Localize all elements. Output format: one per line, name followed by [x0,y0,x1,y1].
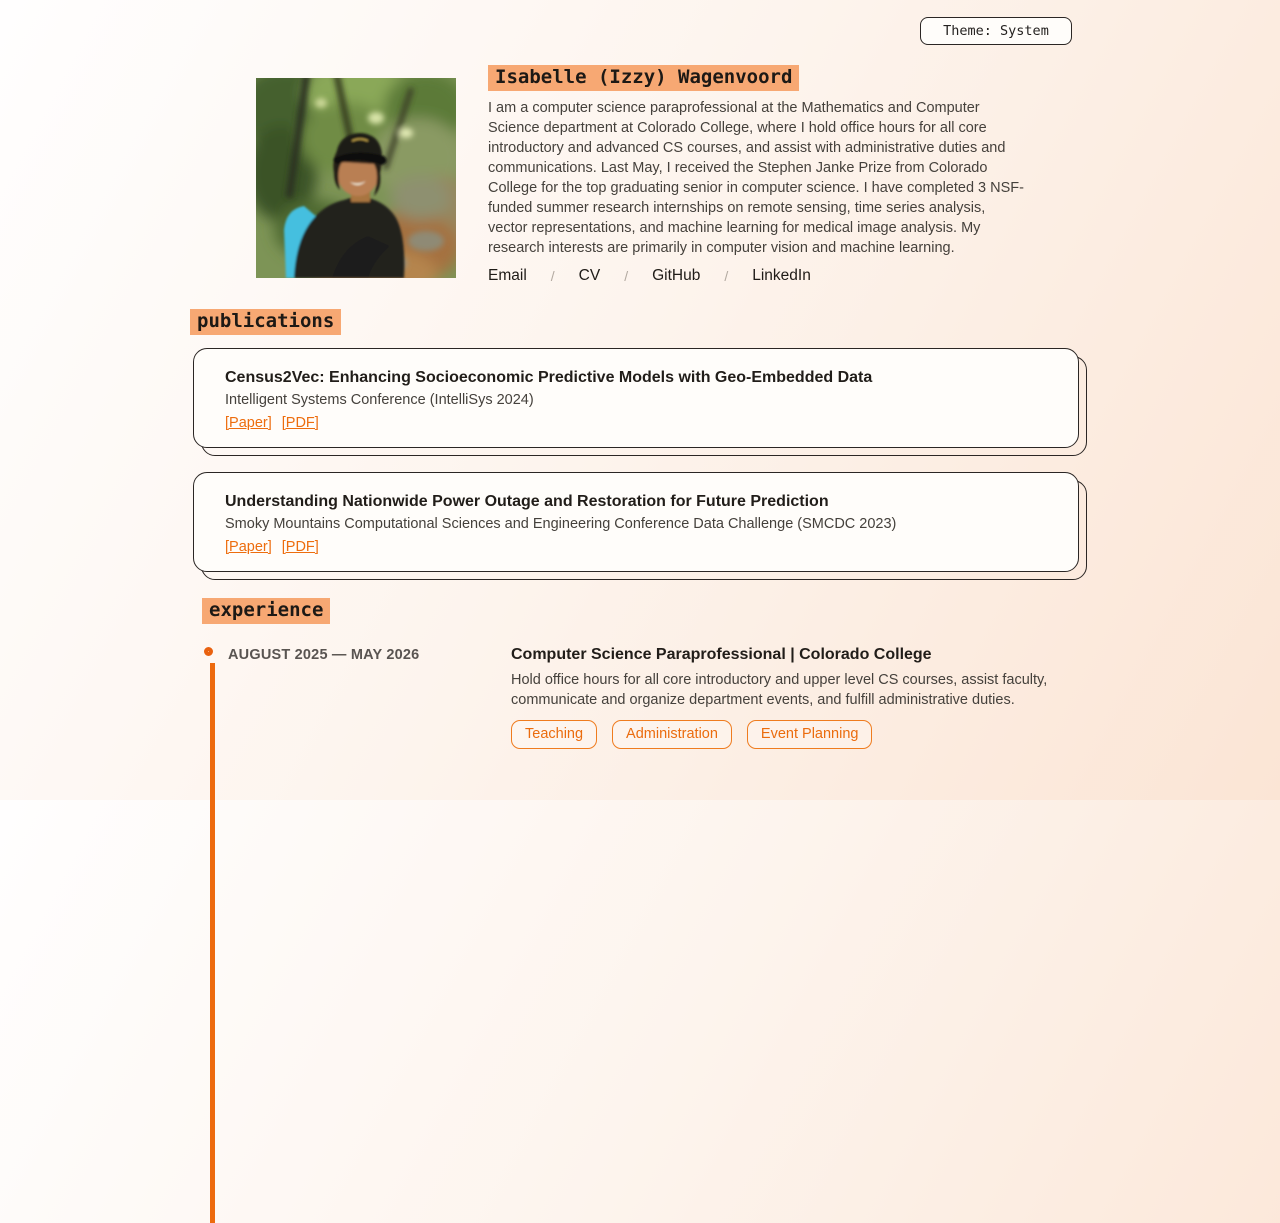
linkedin-link[interactable]: LinkedIn [752,267,811,284]
bio-column [488,65,1026,285]
experience-section [202,598,1090,749]
experience-role: Computer Science Paraprofessional | Colorado College [511,646,932,663]
pdf-link[interactable]: [PDF] [281,415,319,431]
link-separator: / [624,268,629,284]
publication-title: Census2Vec: Enhancing Socioeconomic Predictive Models with Geo-Embedded Data [225,369,873,386]
github-link[interactable]: GitHub [652,267,701,284]
publication-links [225,415,1047,431]
profile-photo [256,78,456,278]
experience-timeline [202,645,511,749]
publication-card [193,472,1079,572]
tag-teaching[interactable]: Teaching [511,720,597,749]
tag-administration[interactable]: Administration [612,720,732,749]
timeline-dot-icon [204,647,213,656]
experience-details [511,645,1071,749]
contact-links [488,267,1026,285]
timeline-line [210,663,215,1223]
link-separator: / [724,268,729,284]
cv-link[interactable]: CV [578,267,601,284]
publications-section [190,309,1090,572]
publication-title: Understanding Nationwide Power Outage and Restoration for Future Prediction [225,493,829,510]
page-container [190,0,1090,749]
link-separator: / [550,268,555,284]
publication-card [193,348,1079,448]
email-link[interactable]: Email [488,267,527,284]
theme-toggle-button[interactable]: Theme: System [920,17,1072,45]
experience-description: Hold office hours for all core introductory and upper level CS courses, assist faculty, communicate and organize department events, and fulfill administrative duties. [511,672,1048,708]
page-title: Isabelle (Izzy) Wagenvoord [488,65,799,91]
publication-venue: Smoky Mountains Computational Sciences and Engineering Conference Data Challenge (SMCDC 2023) [225,516,897,532]
bio-text: I am a computer science paraprofessional at the Mathematics and Computer Science department at Colorado College, where I hold office hours for all core introductory and advanced CS courses, and assist with administrative duties and communications. Last May, I received the Stephen Janke Prize from Colorado College for the top graduating senior in computer science. I have completed 3 NSF-funded summer research internships on remote sensing, time series analysis, vector representations, and machine learning for medical image analysis. My research interests are primarily in computer vision and machine learning. [488,100,1024,256]
hiking-selfie-image [256,78,456,278]
publications-list [190,348,1090,572]
tag-event-planning[interactable]: Event Planning [747,720,873,749]
paper-link[interactable]: [Paper] [225,415,272,431]
paper-link[interactable]: [Paper] [225,539,272,555]
experience-heading: experience [202,598,330,624]
experience-tags [511,720,1071,749]
experience-date: AUGUST 2025 — MAY 2026 [228,647,420,663]
publication-links [225,539,1047,555]
experience-item [202,645,1090,749]
publication-venue: Intelligent Systems Conference (IntelliSys 2024) [225,392,534,408]
pdf-link[interactable]: [PDF] [281,539,319,555]
publications-heading: publications [190,309,341,335]
